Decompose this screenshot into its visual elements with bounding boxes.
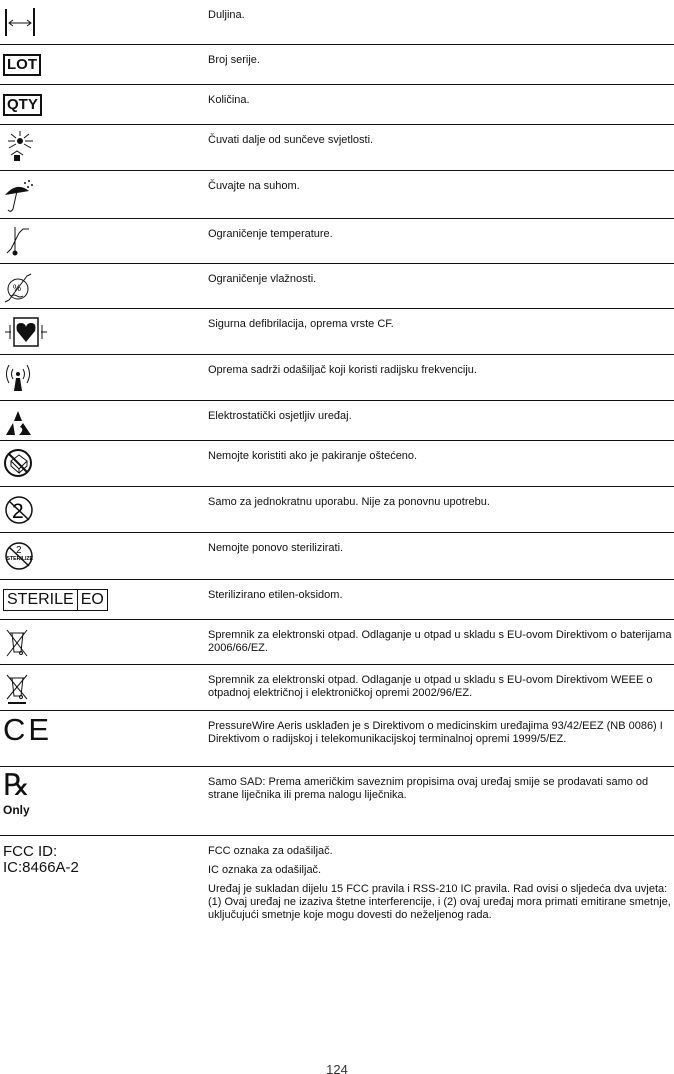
do-not-resterilize-icon (3, 539, 193, 578)
fcc-description: FCC oznaka za odašiljač. (208, 845, 333, 857)
symbol-description: Spremnik za elektronski otpad. Odlaganje u otpad u skladu s EU-ovom Direktivom o baterijama 2006/66/EZ. (208, 629, 672, 654)
symbol-description: Spremnik za elektronski otpad. Odlaganje u otpad u skladu s EU-ovom Direktivom WEEE o otpadnoj električnoj i elektroničkoj opremi 2002/96/EZ. (208, 674, 653, 699)
symbol-row-resterilize (0, 533, 674, 580)
symbol-row-sunlight (0, 125, 674, 171)
symbol-row-weee-battery (0, 620, 674, 665)
symbol-row-rx-only (0, 767, 674, 836)
symbol-description: Čuvajte na suhom. (208, 180, 300, 192)
symbol-description: Elektrostatički osjetljiv uređaj. (208, 410, 352, 422)
symbol-row-single-use (0, 487, 674, 533)
defibrillation-proof-cf-icon (3, 315, 193, 354)
symbol-description: PressureWire Aeris usklađen je s Direktivom o medicinskim uređajima 93/42/EEZ (NB 0086) I Direktivom o radijskoj i telekomunikacijskoj terminalnoj opremi 1999/5/EZ. (208, 720, 663, 745)
symbol-description: Samo SAD: Prema američkim saveznim propisima ovaj uređaj smije se prodavati samo od strane liječnika ili prema nalogu liječnika. (208, 776, 649, 801)
symbol-description: Sigurna defibrilacija, oprema vrste CF. (208, 318, 394, 330)
sterile-label: STERILE (7, 591, 74, 608)
svg-text:STERILIZE: STERILIZE (6, 556, 34, 562)
symbol-description: Ograničenje vlažnosti. (208, 273, 317, 285)
lot-icon: LOT (3, 54, 41, 76)
rx-only-icon (3, 769, 193, 817)
symbol-row-qty (0, 85, 674, 125)
symbol-row-defib (0, 309, 674, 355)
fcc-ic-label (3, 844, 193, 876)
humidity-limit-icon (3, 270, 193, 309)
length-icon (3, 6, 193, 43)
fcc-id-label: FCC ID: (3, 843, 58, 860)
symbol-row-temperature (0, 219, 674, 264)
rx-symbol: ℞ (3, 768, 30, 803)
symbol-description: Nemojte koristiti ako je pakiranje oštećeno. (208, 450, 418, 462)
symbol-description: Broj serije. (208, 54, 260, 66)
temperature-limit-icon (3, 225, 193, 264)
symbol-row-humidity (0, 264, 674, 309)
symbol-row-damaged (0, 441, 674, 487)
symbol-description: Duljina. (208, 9, 245, 21)
symbol-row-sterile-eo (0, 580, 674, 620)
symbol-description: Količina. (208, 94, 250, 106)
symbol-row-fcc (0, 836, 674, 936)
ic-description: IC oznaka za odašiljač. (208, 864, 322, 876)
do-not-use-if-damaged-icon (3, 447, 193, 486)
eo-label: EO (77, 590, 107, 610)
ic-id-label: IC:8466A-2 (3, 859, 79, 876)
symbol-row-keep-dry (0, 171, 674, 219)
symbol-description: Nemojte ponovo sterilizirati. (208, 542, 344, 554)
svg-text:2: 2 (16, 545, 22, 556)
symbol-description: Čuvati dalje od sunčeve svjetlosti. (208, 134, 374, 146)
symbol-row-lot (0, 45, 674, 85)
svg-text:%: % (13, 283, 22, 293)
symbol-row-weee (0, 665, 674, 711)
compliance-statement: Uređaj je sukladan dijelu 15 FCC pravila i RSS-210 IC pravila. Rad ovisi o sljedeća dva uvjeta: (1) Ovaj uređaj ne izaziva štetne interferencije, i (2) ovaj uređaj mora primati emitirane smetnje, uključujući smetnje koje mogu dovesti do neželjenog rada. (208, 883, 671, 921)
qty-icon: QTY (3, 94, 42, 116)
only-label: Only (3, 803, 30, 817)
keep-away-from-sunlight-icon (3, 131, 193, 170)
symbol-row-radio (0, 355, 674, 401)
svg-text:2: 2 (12, 500, 24, 523)
weee-bin-icon (3, 626, 193, 665)
esd-sensitive-icon (3, 407, 193, 442)
ce-mark-icon: CE (3, 712, 53, 747)
symbol-description: Ograničenje temperature. (208, 228, 333, 240)
single-use-icon (3, 493, 193, 532)
symbol-row-length (0, 0, 674, 45)
sterile-eo-icon (3, 589, 108, 611)
radio-transmitter-icon (3, 361, 193, 400)
symbol-description: Oprema sadrži odašiljač koji koristi radijsku frekvenciju. (208, 364, 477, 376)
weee-bin-bar-icon (3, 671, 193, 712)
symbol-row-ce (0, 711, 674, 767)
symbol-row-esd (0, 401, 674, 441)
symbol-description: Sterilizirano etilen-oksidom. (208, 589, 343, 601)
page-number: 124 (326, 1062, 348, 1074)
keep-dry-icon (3, 177, 193, 218)
symbol-description: Samo za jednokratnu uporabu. Nije za ponovnu upotrebu. (208, 496, 490, 508)
